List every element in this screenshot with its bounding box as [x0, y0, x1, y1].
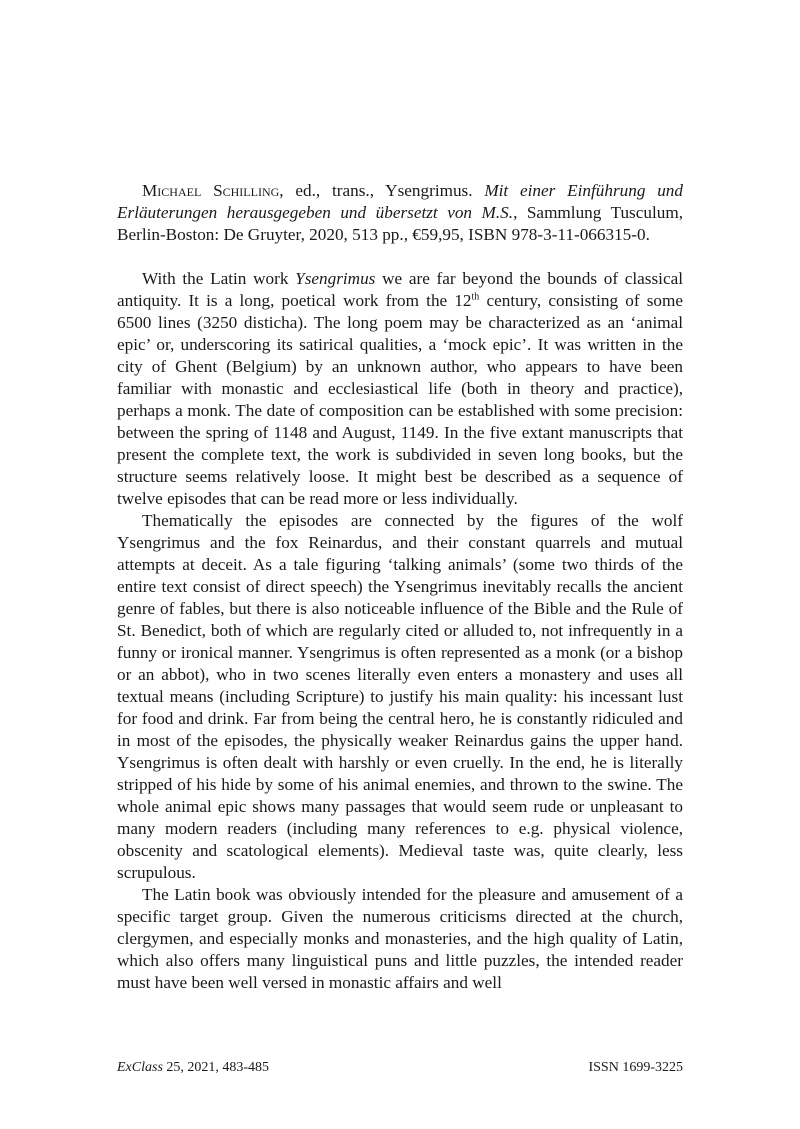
page-footer — [117, 1060, 683, 1076]
paragraph-1-text-b: we are far beyond the bounds of classical antiquity. It is a long, poetical work from the 12 — [117, 269, 683, 310]
citation-role: , ed., trans., — [279, 181, 386, 200]
paragraph-2: Thematically the episodes are connected by the figures of the wolf Ysengrimus and the fox Reinardus, and their constant quarrels and mutual attempts at deceit. As a tale figuring ‘talking animals’ (some two thirds of the entire text consist of direct speech) the Ysengrimus inevitably recalls the ancient genre of fables, but there is also noticeable influence of the Bible and the Rule of St. Benedict, both of which are regularly cited or alluded to, not infrequently in a funny or ironical manner. Ysengrimus is often represented as a monk (or a bishop or an abbot), who in two scenes literally even enters a monastery and uses all textual means (including Scripture) to justify his main quality: his incessant lust for food and drink. Far from being the central hero, he is constantly ridiculed and in most of the episodes, the physically weaker Reinardus gains the upper hand. Ysengrimus is often dealt with harshly or even cruelly. In the end, he is literally stripped of his hide by some of his animal enemies, and thrown to the swine. The whole animal epic shows many passages that would seem rude or unpleasant to many modern readers (including many references to e.g. physical violence, obscenity and scatological elements). Medieval taste was, quite clearly, less scrupulous. — [117, 511, 683, 882]
paragraph-1-work-title: Ysengrimus — [295, 269, 376, 288]
paragraph-1-superscript: th — [471, 291, 480, 303]
book-citation — [117, 180, 683, 246]
footer-journal-name: ExClass — [117, 1060, 163, 1075]
paragraph-1 — [117, 268, 683, 510]
paragraph-1-text-c: century, consisting of some 6500 lines (3250 disticha). The long poem may be characterized as an ‘animal epic’ or, underscoring its satirical qualities, a ‘mock epic’. It was written in the city of Ghent (Belgium) by an unknown author, who appears to have been familiar with monastic and ecclesiastical life (both in theory and practice), perhaps a monk. The date of composition can be established with some precision: between the spring of 1148 and August, 1149. In the five extant manuscripts that present the complete text, the work is subdivided in seven long books, but the structure seems relatively loose. It might best be described as a sequence of twelve episodes that can be read more or less individually. — [117, 291, 683, 508]
citation-publication: , Sammlung Tusculum, Berlin-Boston: De Gruyter, 2020, 513 pp., €59,95, ISBN 978-3-11-066315-0. — [117, 203, 684, 244]
citation-subtitle: Mit einer Einführung und Erläuterungen herausgegeben und übersetzt von M.S. — [117, 181, 683, 222]
paragraph-1-text-a: With the Latin work — [142, 269, 296, 288]
page-body — [117, 180, 683, 994]
citation-author: Michael Schilling — [142, 181, 280, 200]
footer-volume-info: 25, 2021, 483-485 — [162, 1060, 270, 1075]
citation-title: Ysengrimus. — [385, 181, 485, 200]
footer-issn: ISSN 1699-3225 — [588, 1060, 683, 1075]
footer-journal-info — [117, 1060, 269, 1076]
paragraph-3: The Latin book was obviously intended for the pleasure and amusement of a specific target group. Given the numerous criticisms directed at the church, clergymen, and especially monks and monasteries, and the high quality of Latin, which also offers many linguistical puns and little puzzles, the intended reader must have been well versed in monastic affairs and well — [117, 885, 683, 992]
